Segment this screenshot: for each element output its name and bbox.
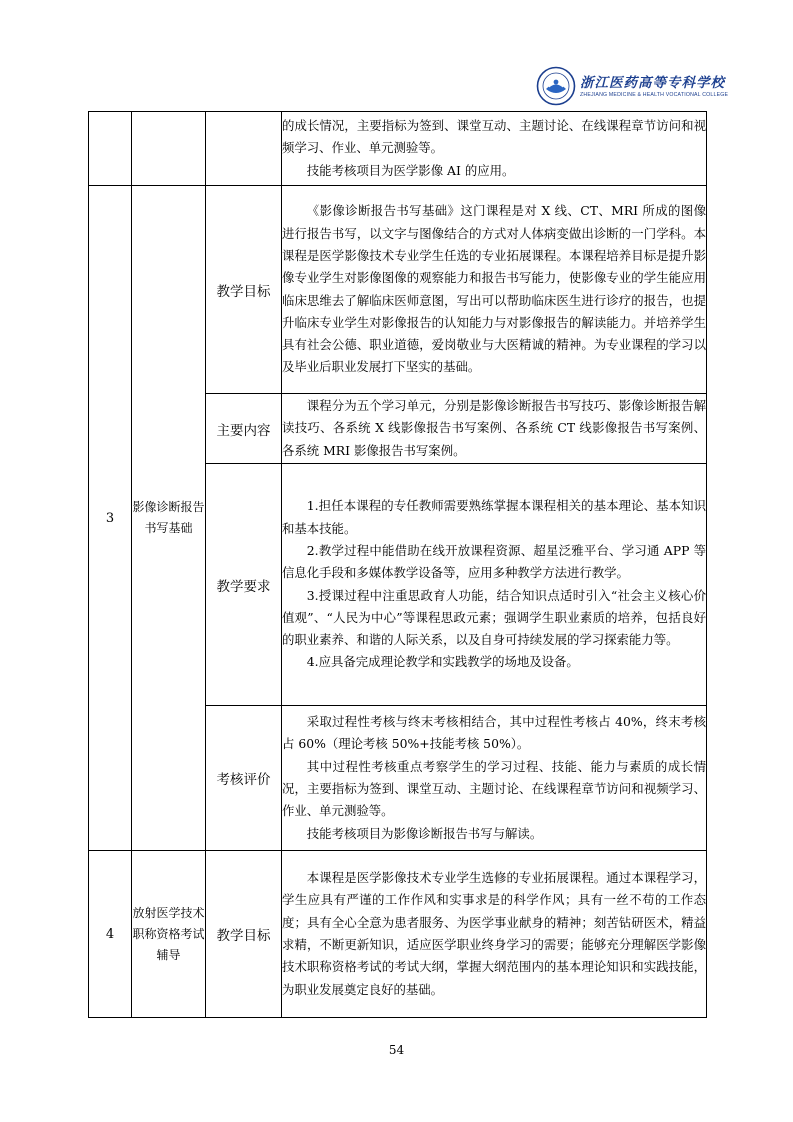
- paragraph: 《影像诊断报告书写基础》这门课程是对 X 线、CT、MRI 所成的图像进行报告书写，以文字与图像结合的方式对人体病变做出诊断的一门学科。本课程是医学影像技术专业学生任选的专业拓展课程。本课程培养目标是提升影像专业学生对影像图像的观察能力和报告书写能力，使影像专业的学生能应用临床思维去了解临床医师意图，写出可以帮助临床医生进行诊疗的报告，也提升临床专业学生对影像报告的认知能力与对影像报告的解读能力。并培养学生具有社会公德、职业道德，爱岗敬业与大医精诚的精神。为专业课程的学习以及毕业后职业发展打下坚实的基础。: [282, 203, 706, 375]
- paragraph: 2.教学过程中能借助在线开放课程资源、超星泛雅平台、学习通 APP 等信息化手段和多媒体教学设备等，应用多种教学方法进行教学。: [282, 542, 706, 581]
- goals-text: [282, 851, 707, 1018]
- college-seal-icon: [536, 66, 576, 106]
- paragraph: 3.授课过程中注重思政育人功能，结合知识点适时引入“社会主义核心价值观”、“人民为中心”等课程思政元素；强调学生职业素质的培养，包括良好的职业素养、和谐的人际关系，以及自身可持续发展的学习探索能力等。: [282, 587, 706, 648]
- paragraph: 其中过程性考核重点考察学生的学习过程、技能、能力与素质的成长情况，主要指标为签到、课堂互动、主题讨论、在线课程章节访问和视频学习、作业、单元测验等。: [282, 758, 706, 819]
- course-number: 3: [89, 186, 132, 851]
- course-name: 放射医学技术职称资格考试辅导: [132, 851, 206, 1018]
- cell-label-empty: [206, 112, 282, 186]
- label-content: 主要内容: [206, 394, 282, 464]
- goals-text: [282, 186, 707, 394]
- paragraph: 1.担任本课程的专任教师需要熟练掌握本课程相关的基本理论、基本知识和基本技能。: [282, 498, 706, 536]
- paragraph: 4.应具备完成理论教学和实践教学的场地及设备。: [306, 654, 579, 670]
- college-name-en: ZHEJIANG MEDICINE & HEALTH VOCATIONAL COLLEGE: [580, 92, 729, 98]
- content-text: [282, 394, 707, 464]
- assessment-cont-text: [282, 112, 707, 186]
- paragraph: 采取过程性考核与终末考核相结合，其中过程性考核占 40%，终末考核占 60%（理论考核 50%+技能考核 50%）。: [282, 714, 706, 752]
- requirements-text: [282, 464, 707, 706]
- label-goals: 教学目标: [206, 186, 282, 394]
- page-number: 54: [388, 1043, 405, 1057]
- course-name: 影像诊断报告书写基础: [132, 186, 206, 851]
- college-name: 浙江医药高等专科学校: [580, 75, 725, 91]
- paragraph: 的成长情况，主要指标为签到、课堂互动、主题讨论、在线课程章节访问和视频学习、作业、单元测验等。: [282, 118, 706, 156]
- paragraph: 技能考核项目为医学影像 AI 的应用。: [306, 162, 515, 178]
- paragraph: 技能考核项目为影像诊断报告书写与解读。: [306, 825, 543, 841]
- label-assessment: 考核评价: [206, 706, 282, 851]
- table-row: [89, 112, 707, 186]
- label-requirements: 教学要求: [206, 464, 282, 706]
- paragraph: 本课程是医学影像技术专业学生选修的专业拓展课程。通过本课程学习，学生应具有严谨的工作作风和实事求是的科学作风；具有一丝不苟的工作态度；具有全心全意为患者服务、为医学事业献身的精神；刻苦钻研医术，精益求精，不断更新知识，适应医学职业终身学习的需要；能够充分理解医学影像技术职称资格考试的考试大纲，掌握大纲范围内的基本理论知识和实践技能，为职业发展奠定良好的基础。: [282, 870, 706, 997]
- course-table: [88, 111, 707, 1018]
- label-goals: 教学目标: [206, 851, 282, 1018]
- course-number: 4: [89, 851, 132, 1018]
- paragraph: 课程分为五个学习单元，分别是影像诊断报告书写技巧、影像诊断报告解读技巧、各系统 X 线影像报告书写案例、各系统 CT 线影像报告书写案例、各系统 MRI 影像报告书写案例。: [282, 398, 706, 458]
- college-logo: [536, 66, 729, 108]
- cell-course-empty: [132, 112, 206, 186]
- assessment-text: [282, 706, 707, 851]
- table-row: [89, 186, 707, 394]
- cell-number-empty: [89, 112, 132, 186]
- table-row: [89, 851, 707, 1018]
